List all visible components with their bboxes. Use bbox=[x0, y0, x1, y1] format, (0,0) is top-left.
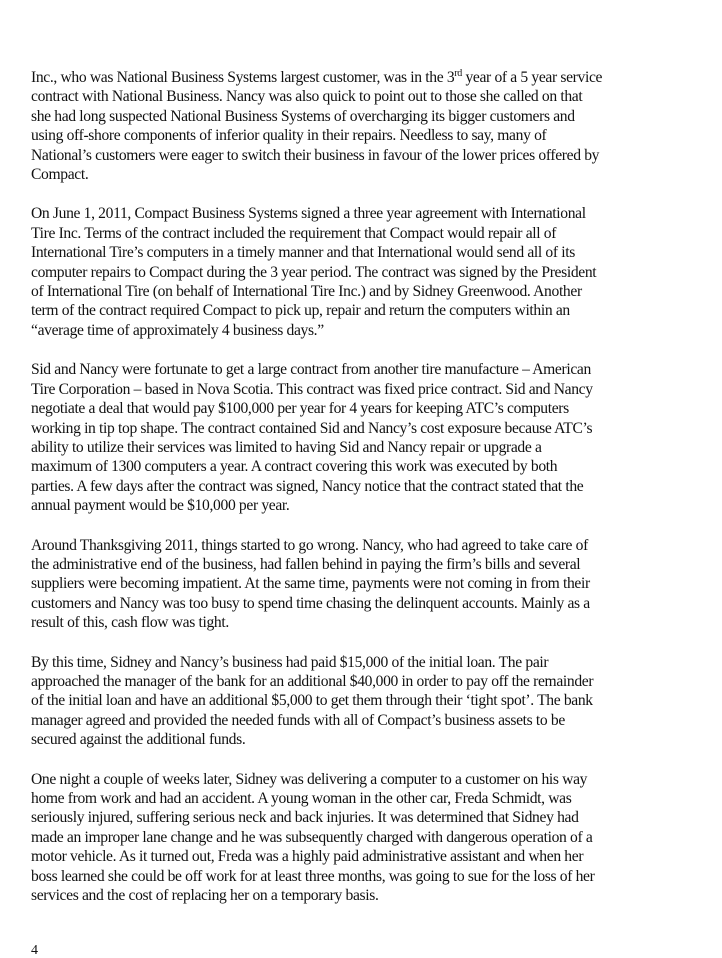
text-line: manager agreed and provided the needed funds with all of Compact’s business assets to be bbox=[31, 711, 565, 729]
text-line: the administrative end of the business, had fallen behind in paying the firm’s bills and several bbox=[31, 555, 581, 573]
text-line: parties. A few days after the contract was signed, Nancy notice that the contract stated that the bbox=[31, 477, 584, 495]
text-line: Around Thanksgiving 2011, things started to go wrong. Nancy, who had agreed to take care of bbox=[31, 536, 588, 554]
text-line: “average time of approximately 4 business days.” bbox=[31, 321, 324, 339]
text-line: By this time, Sidney and Nancy’s business had paid $15,000 of the initial loan. The pair bbox=[31, 653, 549, 671]
text-line: boss learned she could be off work for at least three months, was going to sue for the loss of her bbox=[31, 867, 595, 885]
text-line: using off-shore components of inferior quality in their repairs. Needless to say, many of bbox=[31, 127, 547, 145]
text-line: Compact. bbox=[31, 166, 89, 184]
text-line: Sid and Nancy were fortunate to get a large contract from another tire manufacture – American bbox=[31, 361, 591, 379]
text-segment: year of a 5 year service bbox=[461, 69, 603, 86]
ordinal-suffix: rd bbox=[454, 67, 462, 79]
text-line: of the initial loan and have an additional $5,000 to get them through their ‘tight spot’. The bank bbox=[31, 692, 593, 710]
paragraph-national-customers bbox=[31, 68, 689, 184]
text-line: ability to utilize their services was limited to having Sid and Nancy repair or upgrade a bbox=[31, 438, 542, 456]
text-line: National’s customers were eager to switch their business in favour of the lower prices offered by bbox=[31, 146, 600, 164]
paragraph-american-tire bbox=[31, 360, 689, 515]
paragraph-thanksgiving bbox=[31, 536, 689, 633]
text-line: Tire Corporation – based in Nova Scotia. This contract was fixed price contract. Sid and Nancy bbox=[31, 380, 593, 398]
page-number: 4 bbox=[31, 944, 38, 958]
text-line: of International Tire (on behalf of International Tire Inc.) and by Sidney Greenwood. Another bbox=[31, 283, 582, 301]
text-line: negotiate a deal that would pay $100,000 per year for 4 years for keeping ATC’s computers bbox=[31, 400, 569, 418]
text-line: services and the cost of replacing her on a temporary basis. bbox=[31, 887, 379, 905]
text-line: term of the contract required Compact to pick up, repair and return the computers within an bbox=[31, 302, 570, 320]
text-line: Tire Inc. Terms of the contract included the requirement that Compact would repair all of bbox=[31, 224, 557, 242]
paragraph-international-tire bbox=[31, 204, 689, 340]
text-line: customers and Nancy was too busy to spend time chasing the delinquent accounts. Mainly as a bbox=[31, 594, 590, 612]
document-page bbox=[31, 68, 689, 925]
text-line: seriously injured, suffering serious neck and back injuries. It was determined that Sidney had bbox=[31, 809, 579, 827]
text-line: made an improper lane change and he was subsequently charged with dangerous operation of a bbox=[31, 828, 593, 846]
paragraph-accident bbox=[31, 770, 689, 906]
text-line: annual payment would be $10,000 per year. bbox=[31, 497, 290, 515]
text-line: approached the manager of the bank for an additional $40,000 in order to pay off the remainder bbox=[31, 672, 594, 690]
text-line: On June 1, 2011, Compact Business Systems signed a three year agreement with International bbox=[31, 205, 586, 223]
text-line: result of this, cash flow was tight. bbox=[31, 614, 229, 632]
text-line bbox=[31, 68, 689, 87]
text-line: One night a couple of weeks later, Sidney was delivering a computer to a customer on his way bbox=[31, 770, 588, 788]
text-line: secured against the additional funds. bbox=[31, 731, 246, 749]
text-line: suppliers were becoming impatient. At the same time, payments were not coming in from their bbox=[31, 575, 590, 593]
text-line: home from work and had an accident. A young woman in the other car, Freda Schmidt, was bbox=[31, 790, 572, 807]
text-line: contract with National Business. Nancy was also quick to point out to those she called on that bbox=[31, 88, 583, 106]
text-line: she had long suspected National Business Systems of overcharging its bigger customers and bbox=[31, 107, 575, 125]
paragraph-bank-loan bbox=[31, 653, 689, 750]
text-segment: Inc., who was National Business Systems largest customer, was in the 3 bbox=[31, 69, 455, 86]
text-line: working in tip top shape. The contract contained Sid and Nancy’s cost exposure because ATC’s bbox=[31, 419, 593, 437]
text-line: computer repairs to Compact during the 3 year period. The contract was signed by the President bbox=[31, 263, 597, 281]
text-line: International Tire’s computers in a timely manner and that International would send all of its bbox=[31, 244, 575, 262]
text-line: motor vehicle. As it turned out, Freda was a highly paid administrative assistant and when her bbox=[31, 848, 584, 866]
text-line: maximum of 1300 computers a year. A contract covering this work was executed by both bbox=[31, 458, 558, 476]
